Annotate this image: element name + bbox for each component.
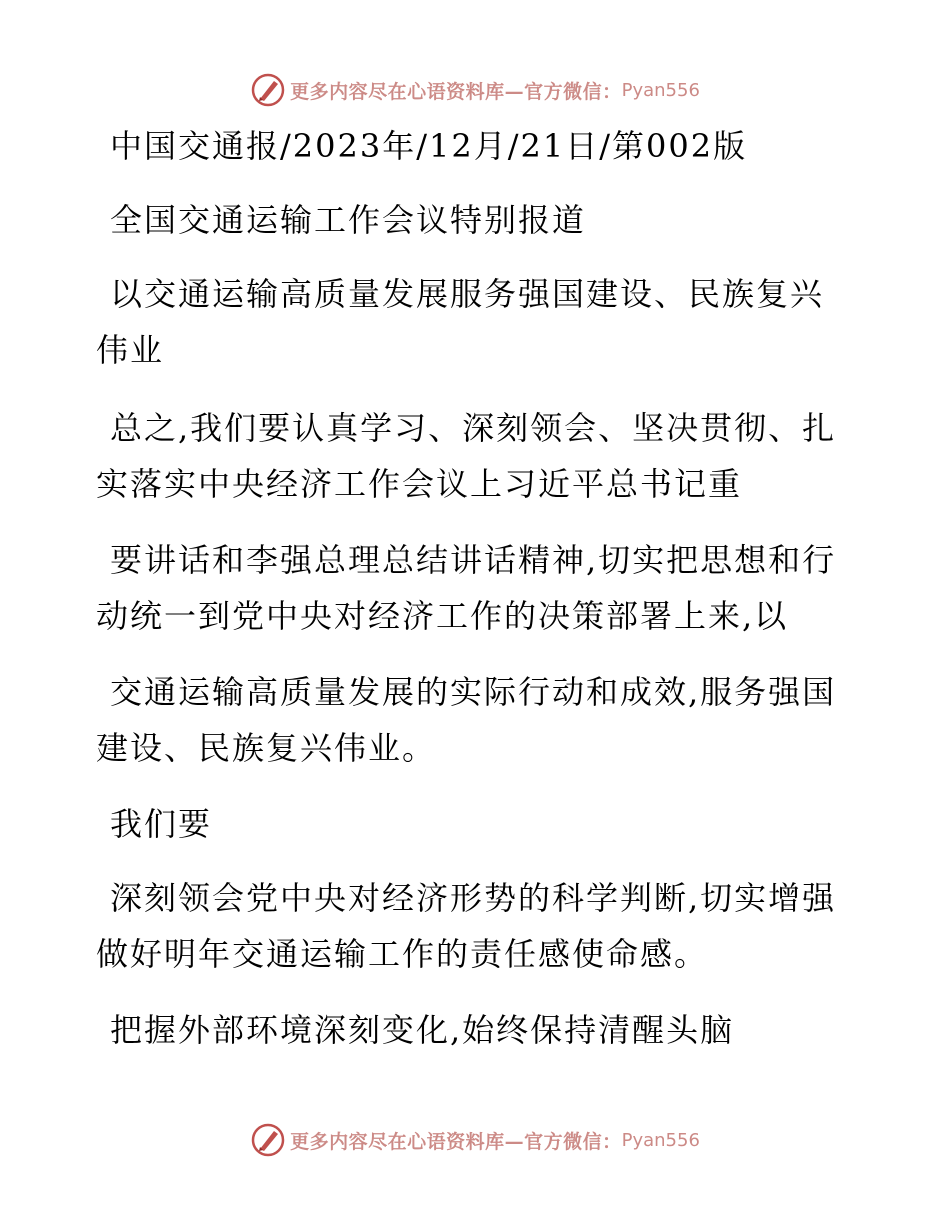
paragraph-line: 总之,我们要认真学习、深刻领会、坚决贯彻、扎 (110, 409, 837, 447)
paragraph-line: 交通运输高质量发展的实际行动和成效,服务强国 (110, 673, 837, 711)
pen-logo-icon (250, 72, 286, 108)
paragraph-line: 把握外部环境深刻变化,始终保持清醒头脑 (110, 1011, 735, 1049)
article-title-line-1: 以交通运输高质量发展服务强国建设、民族复兴 (110, 275, 825, 313)
header-watermark (0, 70, 950, 110)
paragraph-line: 动统一到党中央对经济工作的决策部署上来,以 (96, 597, 789, 635)
paragraph-line: 建设、民族复兴伟业。 (96, 729, 437, 767)
footer-watermark (0, 1120, 950, 1160)
paragraph-line: 深刻领会党中央对经济形势的科学判断,切实增强 (110, 879, 837, 917)
newspaper-source-line: 中国交通报/2023年/12月/21日/第002版 (110, 127, 748, 165)
watermark-text: 更多内容尽在心语资料库—官方微信： (290, 80, 622, 103)
paragraph-line: 我们要 (110, 805, 213, 843)
watermark-account: Pyan556 (621, 79, 700, 101)
watermark-text: 更多内容尽在心语资料库—官方微信： (290, 1130, 622, 1153)
watermark-account: Pyan556 (621, 1129, 700, 1151)
article-title-line-2: 伟业 (96, 331, 165, 369)
pen-logo-icon (250, 1122, 286, 1158)
paragraph-line: 做好明年交通运输工作的责任感使命感。 (96, 935, 709, 973)
paragraph-line: 实落实中央经济工作会议上习近平总书记重 (96, 465, 743, 503)
paragraph-line: 要讲话和李强总理总结讲话精神,切实把思想和行 (110, 541, 837, 579)
section-heading: 全国交通运输工作会议特别报道 (110, 201, 587, 239)
